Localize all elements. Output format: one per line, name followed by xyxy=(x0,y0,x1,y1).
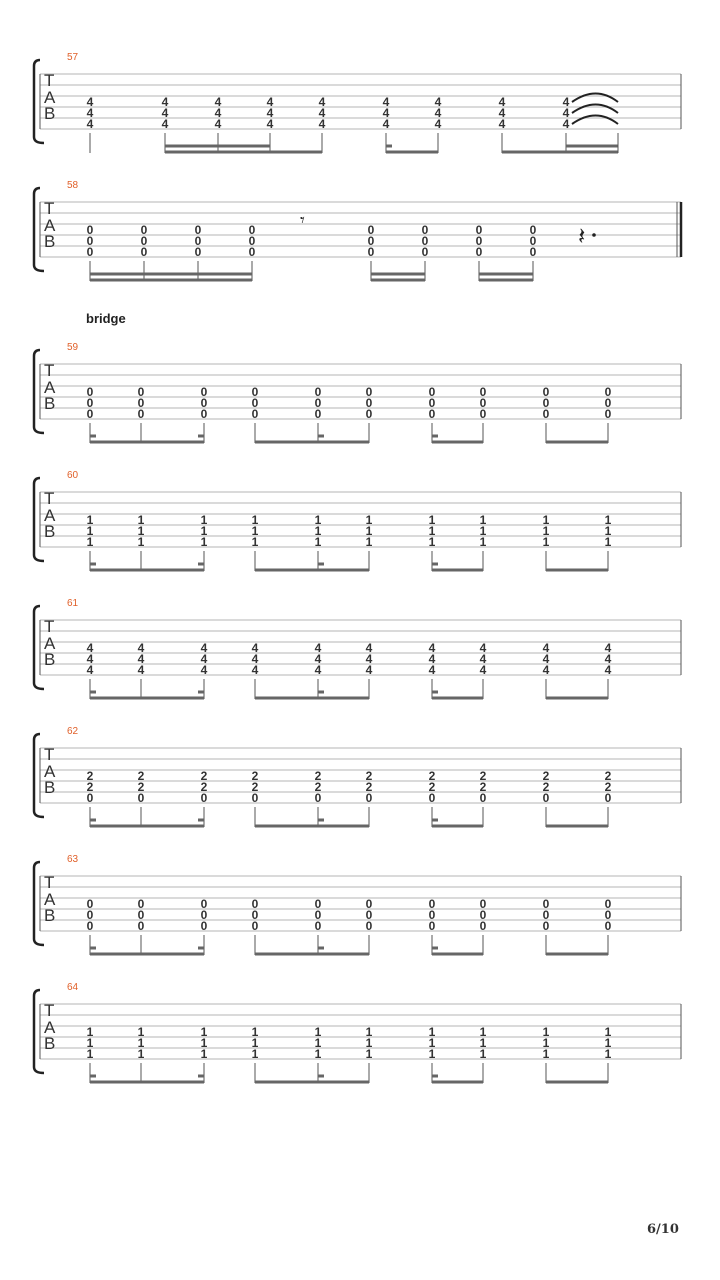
fret-number: 1 xyxy=(137,513,145,527)
fret-number: 4 xyxy=(479,641,487,655)
fret-number: 2 xyxy=(200,769,208,783)
fret-number: 0 xyxy=(314,407,322,421)
fret-number: 0 xyxy=(421,234,429,248)
fret-number: 1 xyxy=(428,535,436,549)
fret-number: 2 xyxy=(479,780,487,794)
measure-number: 60 xyxy=(67,470,79,481)
fret-number: 1 xyxy=(314,1036,322,1050)
fret-number: 1 xyxy=(365,524,373,538)
fret-number: 4 xyxy=(498,106,506,120)
fret-number: 0 xyxy=(86,908,94,922)
tab-clef-letter: A xyxy=(44,762,56,781)
fret-number: 0 xyxy=(86,791,94,805)
fret-number: 2 xyxy=(314,780,322,794)
fret-number: 1 xyxy=(604,535,612,549)
fret-number: 0 xyxy=(194,234,202,248)
fret-number: 0 xyxy=(367,234,375,248)
fret-number: 1 xyxy=(542,1025,550,1039)
fret-number: 2 xyxy=(86,780,94,794)
fret-number: 0 xyxy=(428,897,436,911)
fret-number: 1 xyxy=(86,1025,94,1039)
fret-number: 1 xyxy=(479,513,487,527)
fret-number: 4 xyxy=(365,652,373,666)
fret-number: 0 xyxy=(529,223,537,237)
page-number: 6/10 xyxy=(647,1222,679,1237)
fret-number: 1 xyxy=(314,1047,322,1061)
fret-number: 0 xyxy=(314,791,322,805)
fret-number: 4 xyxy=(365,663,373,677)
tab-clef-letter: T xyxy=(44,199,55,218)
fret-number: 4 xyxy=(251,663,259,677)
fret-number: 4 xyxy=(562,106,570,120)
fret-number: 0 xyxy=(251,407,259,421)
fret-number: 0 xyxy=(542,908,550,922)
fret-number: 1 xyxy=(542,1036,550,1050)
tab-system xyxy=(0,342,720,456)
fret-number: 0 xyxy=(604,791,612,805)
fret-number: 1 xyxy=(137,535,145,549)
fret-number: 1 xyxy=(365,535,373,549)
fret-number: 0 xyxy=(542,791,550,805)
fret-number: 0 xyxy=(428,791,436,805)
tab-clef-letter: A xyxy=(44,88,56,107)
measure-number: 64 xyxy=(67,982,79,993)
fret-number: 1 xyxy=(314,513,322,527)
fret-number: 1 xyxy=(251,1047,259,1061)
fret-number: 2 xyxy=(314,769,322,783)
fret-number: 1 xyxy=(542,1047,550,1061)
fret-number: 1 xyxy=(428,1047,436,1061)
fret-number: 0 xyxy=(428,385,436,399)
fret-number: 0 xyxy=(365,897,373,911)
fret-number: 1 xyxy=(137,1047,145,1061)
fret-number: 1 xyxy=(251,1036,259,1050)
fret-number: 2 xyxy=(479,769,487,783)
fret-number: 1 xyxy=(200,524,208,538)
fret-number: 0 xyxy=(604,407,612,421)
fret-number: 1 xyxy=(479,1025,487,1039)
fret-number: 0 xyxy=(365,396,373,410)
fret-number: 4 xyxy=(251,641,259,655)
tab-clef-letter: B xyxy=(44,650,56,669)
fret-number: 4 xyxy=(137,652,145,666)
fret-number: 0 xyxy=(200,385,208,399)
tab-system xyxy=(0,854,720,968)
fret-number: 4 xyxy=(318,117,326,131)
fret-number: 1 xyxy=(314,535,322,549)
fret-number: 1 xyxy=(200,1036,208,1050)
fret-number: 1 xyxy=(251,535,259,549)
fret-number: 0 xyxy=(479,385,487,399)
tab-clef-letter: B xyxy=(44,778,56,797)
tab-clef-letter: T xyxy=(44,1001,55,1020)
fret-number: 0 xyxy=(529,234,537,248)
tab-clef-letter: T xyxy=(44,489,55,508)
fret-number: 1 xyxy=(251,524,259,538)
fret-number: 0 xyxy=(479,407,487,421)
fret-number: 0 xyxy=(604,908,612,922)
measure-number: 59 xyxy=(67,342,79,353)
fret-number: 4 xyxy=(434,106,442,120)
fret-number: 4 xyxy=(86,117,94,131)
system-bracket xyxy=(34,478,44,561)
tab-clef-letter: A xyxy=(44,634,56,653)
fret-number: 0 xyxy=(314,908,322,922)
fret-number: 1 xyxy=(314,524,322,538)
system-bracket xyxy=(34,990,44,1073)
measure-number: 62 xyxy=(67,726,79,737)
fret-number: 0 xyxy=(314,919,322,933)
tab-system xyxy=(0,180,720,294)
fret-number: 2 xyxy=(428,780,436,794)
fret-number: 0 xyxy=(200,897,208,911)
tab-clef-letter: B xyxy=(44,906,56,925)
fret-number: 4 xyxy=(604,641,612,655)
fret-number: 4 xyxy=(137,641,145,655)
fret-number: 4 xyxy=(161,95,169,109)
fret-number: 1 xyxy=(428,1036,436,1050)
fret-number: 0 xyxy=(604,919,612,933)
fret-number: 1 xyxy=(542,535,550,549)
fret-number: 0 xyxy=(200,908,208,922)
fret-number: 4 xyxy=(86,652,94,666)
fret-number: 0 xyxy=(137,897,145,911)
fret-number: 4 xyxy=(200,641,208,655)
fret-number: 1 xyxy=(251,513,259,527)
fret-number: 0 xyxy=(542,385,550,399)
fret-number: 4 xyxy=(318,106,326,120)
fret-number: 4 xyxy=(266,117,274,131)
fret-number: 0 xyxy=(365,385,373,399)
fret-number: 1 xyxy=(604,524,612,538)
fret-number: 1 xyxy=(200,1047,208,1061)
fret-number: 0 xyxy=(479,396,487,410)
tab-clef-letter: A xyxy=(44,506,56,525)
system-bracket xyxy=(34,60,44,143)
fret-number: 2 xyxy=(428,769,436,783)
fret-number: 0 xyxy=(248,245,256,259)
fret-number: 0 xyxy=(200,396,208,410)
fret-number: 1 xyxy=(365,1025,373,1039)
fret-number: 4 xyxy=(200,663,208,677)
fret-number: 0 xyxy=(251,919,259,933)
fret-number: 1 xyxy=(604,1047,612,1061)
fret-number: 4 xyxy=(542,663,550,677)
fret-number: 2 xyxy=(604,769,612,783)
fret-number: 4 xyxy=(542,641,550,655)
fret-number: 0 xyxy=(367,223,375,237)
fret-number: 4 xyxy=(200,652,208,666)
fret-number: 0 xyxy=(479,897,487,911)
tab-clef-letter: T xyxy=(44,71,55,90)
section-label: bridge xyxy=(86,311,126,326)
fret-number: 1 xyxy=(604,513,612,527)
fret-number: 2 xyxy=(365,780,373,794)
fret-number: 0 xyxy=(479,919,487,933)
fret-number: 4 xyxy=(161,106,169,120)
fret-number: 2 xyxy=(542,769,550,783)
fret-number: 4 xyxy=(365,641,373,655)
tab-system xyxy=(0,598,720,712)
fret-number: 1 xyxy=(479,1047,487,1061)
fret-number: 0 xyxy=(479,908,487,922)
fret-number: 1 xyxy=(365,1036,373,1050)
fret-number: 0 xyxy=(475,234,483,248)
fret-number: 4 xyxy=(434,117,442,131)
measure-number: 63 xyxy=(67,854,79,865)
fret-number: 1 xyxy=(428,524,436,538)
fret-number: 1 xyxy=(479,1036,487,1050)
fret-number: 4 xyxy=(542,652,550,666)
fret-number: 0 xyxy=(428,908,436,922)
fret-number: 0 xyxy=(542,407,550,421)
fret-number: 1 xyxy=(479,535,487,549)
fret-number: 0 xyxy=(475,245,483,259)
fret-number: 1 xyxy=(200,1025,208,1039)
fret-number: 4 xyxy=(428,652,436,666)
fret-number: 0 xyxy=(479,791,487,805)
fret-number: 4 xyxy=(562,95,570,109)
tie-arc xyxy=(572,105,618,114)
tab-clef-letter: B xyxy=(44,232,56,251)
fret-number: 1 xyxy=(86,1036,94,1050)
fret-number: 4 xyxy=(382,95,390,109)
fret-number: 0 xyxy=(428,407,436,421)
tab-clef-letter: B xyxy=(44,104,56,123)
fret-number: 0 xyxy=(86,396,94,410)
fret-number: 0 xyxy=(86,223,94,237)
fret-number: 0 xyxy=(421,245,429,259)
fret-number: 1 xyxy=(479,524,487,538)
fret-number: 0 xyxy=(86,897,94,911)
fret-number: 0 xyxy=(542,919,550,933)
fret-number: 4 xyxy=(604,652,612,666)
fret-number: 2 xyxy=(86,769,94,783)
quarter-rest: 𝄽 xyxy=(578,223,586,250)
fret-number: 4 xyxy=(251,652,259,666)
fret-number: 0 xyxy=(251,897,259,911)
fret-number: 1 xyxy=(86,1047,94,1061)
tab-staff xyxy=(0,474,720,584)
fret-number: 0 xyxy=(137,791,145,805)
tab-clef-letter: A xyxy=(44,216,56,235)
tab-clef-letter: A xyxy=(44,378,56,397)
system-bracket xyxy=(34,350,44,433)
tab-clef-letter: B xyxy=(44,394,56,413)
tab-clef-letter: T xyxy=(44,361,55,380)
fret-number: 1 xyxy=(365,513,373,527)
fret-number: 0 xyxy=(314,897,322,911)
tab-staff xyxy=(0,730,720,840)
fret-number: 4 xyxy=(382,106,390,120)
fret-number: 4 xyxy=(604,663,612,677)
eighth-rest: 𝄾 xyxy=(300,210,305,230)
fret-number: 1 xyxy=(137,524,145,538)
fret-number: 0 xyxy=(251,908,259,922)
fret-number: 0 xyxy=(140,245,148,259)
fret-number: 4 xyxy=(479,652,487,666)
tab-system xyxy=(0,52,720,166)
fret-number: 4 xyxy=(479,663,487,677)
fret-number: 1 xyxy=(200,513,208,527)
fret-number: 0 xyxy=(137,407,145,421)
fret-number: 4 xyxy=(498,95,506,109)
fret-number: 4 xyxy=(428,663,436,677)
fret-number: 4 xyxy=(86,95,94,109)
tab-system xyxy=(0,982,720,1096)
fret-number: 4 xyxy=(86,663,94,677)
fret-number: 0 xyxy=(251,385,259,399)
fret-number: 1 xyxy=(200,535,208,549)
fret-number: 0 xyxy=(365,407,373,421)
fret-number: 0 xyxy=(475,223,483,237)
fret-number: 4 xyxy=(314,652,322,666)
fret-number: 1 xyxy=(86,535,94,549)
fret-number: 0 xyxy=(529,245,537,259)
tab-clef-letter: B xyxy=(44,522,56,541)
system-bracket xyxy=(34,734,44,817)
fret-number: 0 xyxy=(86,234,94,248)
fret-number: 2 xyxy=(604,780,612,794)
fret-number: 1 xyxy=(251,1025,259,1039)
tab-staff xyxy=(0,602,720,712)
fret-number: 0 xyxy=(86,919,94,933)
fret-number: 0 xyxy=(200,919,208,933)
tab-system xyxy=(0,470,720,584)
fret-number: 1 xyxy=(86,524,94,538)
fret-number: 4 xyxy=(214,106,222,120)
fret-number: 4 xyxy=(434,95,442,109)
fret-number: 4 xyxy=(266,95,274,109)
system-bracket xyxy=(34,606,44,689)
fret-number: 0 xyxy=(194,245,202,259)
tab-clef-letter: A xyxy=(44,1018,56,1037)
fret-number: 4 xyxy=(562,117,570,131)
fret-number: 4 xyxy=(318,95,326,109)
fret-number: 1 xyxy=(365,1047,373,1061)
tab-system xyxy=(0,726,720,840)
fret-number: 0 xyxy=(86,245,94,259)
fret-number: 0 xyxy=(200,407,208,421)
fret-number: 0 xyxy=(604,385,612,399)
tab-staff xyxy=(0,858,720,968)
fret-number: 0 xyxy=(428,919,436,933)
fret-number: 2 xyxy=(251,780,259,794)
fret-number: 0 xyxy=(200,791,208,805)
tab-clef-letter: B xyxy=(44,1034,56,1053)
fret-number: 0 xyxy=(194,223,202,237)
measure-number: 58 xyxy=(67,180,79,191)
fret-number: 0 xyxy=(140,223,148,237)
fret-number: 1 xyxy=(604,1036,612,1050)
fret-number: 2 xyxy=(542,780,550,794)
fret-number: 0 xyxy=(604,897,612,911)
tab-staff xyxy=(0,56,720,166)
fret-number: 4 xyxy=(382,117,390,131)
system-bracket xyxy=(34,862,44,945)
fret-number: 4 xyxy=(214,95,222,109)
fret-number: 4 xyxy=(498,117,506,131)
fret-number: 4 xyxy=(86,106,94,120)
fret-number: 4 xyxy=(314,641,322,655)
fret-number: 0 xyxy=(86,385,94,399)
fret-number: 0 xyxy=(428,396,436,410)
fret-number: 0 xyxy=(137,396,145,410)
fret-number: 1 xyxy=(137,1025,145,1039)
measure-number: 57 xyxy=(67,52,79,63)
fret-number: 1 xyxy=(86,513,94,527)
fret-number: 0 xyxy=(140,234,148,248)
fret-number: 0 xyxy=(365,919,373,933)
tab-staff xyxy=(0,986,720,1096)
fret-number: 2 xyxy=(365,769,373,783)
fret-number: 4 xyxy=(137,663,145,677)
fret-number: 4 xyxy=(428,641,436,655)
fret-number: 0 xyxy=(542,396,550,410)
tie-arc xyxy=(572,94,618,103)
fret-number: 1 xyxy=(542,513,550,527)
fret-number: 4 xyxy=(214,117,222,131)
tab-clef-letter: T xyxy=(44,745,55,764)
tie-arc xyxy=(572,116,618,125)
fret-number: 1 xyxy=(542,524,550,538)
fret-number: 1 xyxy=(137,1036,145,1050)
fret-number: 1 xyxy=(428,513,436,527)
fret-number: 0 xyxy=(367,245,375,259)
fret-number: 1 xyxy=(428,1025,436,1039)
fret-number: 1 xyxy=(314,1025,322,1039)
fret-number: 0 xyxy=(248,234,256,248)
fret-number: 4 xyxy=(314,663,322,677)
tab-clef-letter: A xyxy=(44,890,56,909)
fret-number: 0 xyxy=(137,919,145,933)
fret-number: 2 xyxy=(137,780,145,794)
fret-number: 0 xyxy=(251,791,259,805)
fret-number: 0 xyxy=(137,385,145,399)
rest-dot xyxy=(592,233,596,237)
tab-staff xyxy=(0,346,720,456)
fret-number: 0 xyxy=(604,396,612,410)
fret-number: 0 xyxy=(421,223,429,237)
fret-number: 0 xyxy=(137,908,145,922)
measure-number: 61 xyxy=(67,598,79,609)
tab-clef-letter: T xyxy=(44,617,55,636)
tab-clef-letter: T xyxy=(44,873,55,892)
fret-number: 1 xyxy=(604,1025,612,1039)
fret-number: 0 xyxy=(314,396,322,410)
fret-number: 0 xyxy=(251,396,259,410)
fret-number: 0 xyxy=(365,791,373,805)
tab-staff xyxy=(0,184,720,294)
system-bracket xyxy=(34,188,44,271)
fret-number: 2 xyxy=(200,780,208,794)
fret-number: 4 xyxy=(266,106,274,120)
fret-number: 0 xyxy=(248,223,256,237)
fret-number: 0 xyxy=(365,908,373,922)
fret-number: 2 xyxy=(137,769,145,783)
fret-number: 2 xyxy=(251,769,259,783)
fret-number: 0 xyxy=(542,897,550,911)
fret-number: 0 xyxy=(314,385,322,399)
fret-number: 4 xyxy=(86,641,94,655)
fret-number: 4 xyxy=(161,117,169,131)
fret-number: 0 xyxy=(86,407,94,421)
